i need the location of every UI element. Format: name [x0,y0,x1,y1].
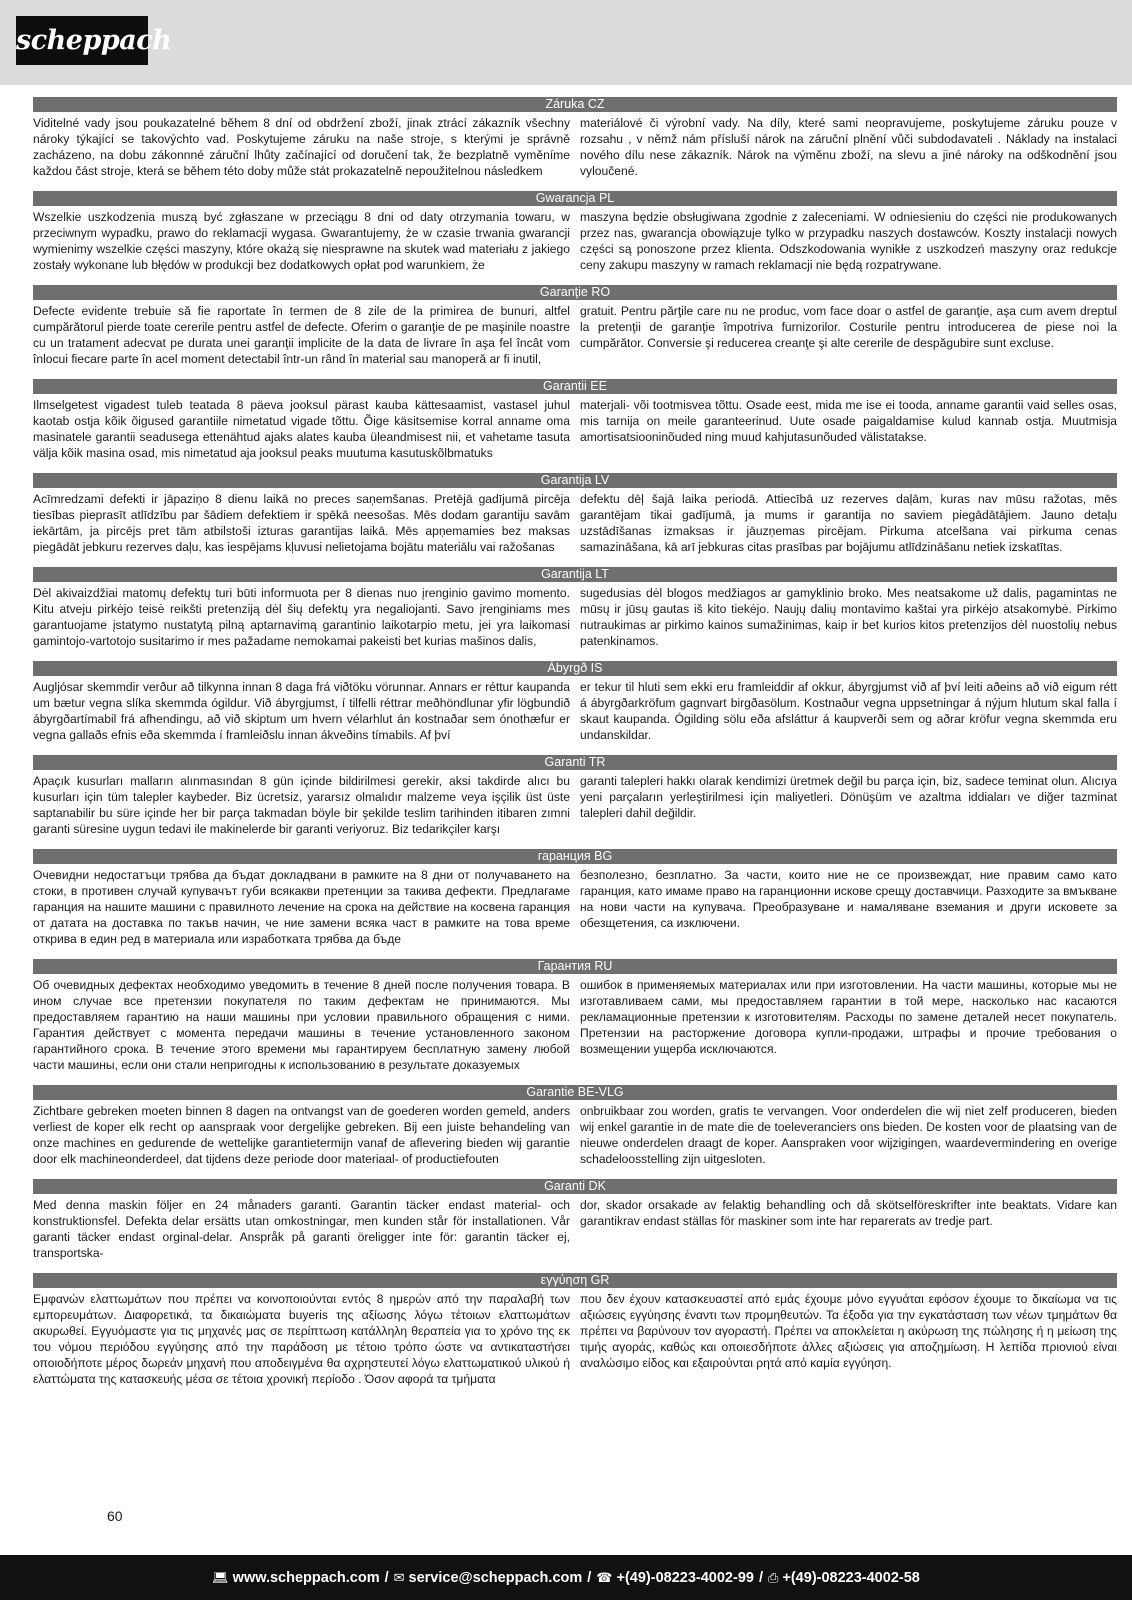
section-body [33,397,1117,461]
section-text-right: materiálové či výrobní vady. Na díly, které sami neopravujeme, poskytujeme záruku pouze v rozsahu , v němž nám přísluší nárok na záruční plnění vůči subdodavateli . Náklady na instalaci nového dílu nese zákazník. Nárok na výměnu zboží, na slevu a jiné nároky na odškodnění jsou vyloučené. [580,116,1117,178]
section-body [33,1197,1117,1261]
warranty-section [33,97,1117,179]
website-link[interactable]: www.scheppach.com [232,1569,380,1586]
section-title: Гарантия RU [33,959,1117,974]
section-text-right: materjali- või tootmisvea tõttu. Osade eest, mida me ise ei tooda, anname garantii vaid selles osas, mis tarnija on meile garanteerinud. Uute osade paigaldamise kulud kannab ostja. Muutmisja amortisatsiooninõuded ning muud kahjutasunõuded välistatakse. [580,398,1117,444]
section-title: Garantija LV [33,473,1117,488]
section-text-left: Zichtbare gebreken moeten binnen 8 dagen na ontvangst van de goederen worden gemeld, anders verliest de koper elk recht op aanspraak voor dergelijke gebreken. Bij een juiste behandeling van onze machines en gedurende de wettelijke garantietermijn vanaf de aflevering bieden wij garantie door elk machineonderdeel, dat tijdens deze periode door materiaal- of productiefouten [33,1104,570,1166]
section-title: Garantii EE [33,379,1117,394]
section-text-right: garanti talepleri hakkı olarak kendimizi üretmek değil bu parça için, biz, sadece teminat olun. Alıcıya yeni parçaların yerleştirilmesi için maliyetleri. Dönüşüm ve azaltma iddiaları ve diğer tazminat talepleri dahil değildir. [580,774,1117,820]
section-title: εγγύηση GR [33,1273,1117,1288]
warranty-section [33,285,1117,367]
section-text-left: Defecte evidente trebuie să fie raportate în termen de 8 zile de la primirea de bunuri, altfel cumpărătorul pierde toate cererile pentru astfel de defecte. Oferim o garanţie de pe maşinile noastre cu un tratament adecvat pe durata unei garanţii implicite de la data de livrare în aşa fel încât vom înlocui fiecare parte în acel moment detectabil într-un rând în material sau manoperă ar fi inutil, [33,304,570,366]
section-body [33,1291,1117,1387]
section-body [33,1103,1117,1167]
section-title: Garantie BE-VLG [33,1085,1117,1100]
section-text-right: onbruikbaar zou worden, gratis te vervangen. Voor onderdelen die wij niet zelf produceren, bieden wij enkel garantie in de mate die de toeleveranciers ons bieden. De kosten voor de plaatsing van de nieuwe onderdelen draagt de koper. Aanspraken voor wijzigingen, waardevermindering en overige schadeloosstelling zijn uitgesloten. [580,1104,1117,1166]
section-text-right: er tekur til hluti sem ekki eru framleiddir af okkur, ábyrgjumst við af því leiti aðeins að við eigum rétt á ábyrgðarkröfum gagnvart birgðasölum. Kostnaður vegna uppsetningar á nýjum hlutum skal falla í skaut kaupanda. Ógilding sölu eða afsláttur á kaupverði sem og aðrar kröfur vegna skemmda eru undanskildar. [580,680,1117,742]
warranty-section [33,473,1117,555]
section-body [33,209,1117,273]
section-body [33,115,1117,179]
section-title: Garantija LT [33,567,1117,582]
footer-separator: / [384,1569,389,1586]
warranty-section [33,849,1117,947]
section-text-left: Εμφανών ελαττωμάτων που πρέπει να κοινοποιούνται εντός 8 ημερών από την παραλαβή των εμπορευμάτων. Διαφορετικά, τα δικαιώματα buyeris της αξίωσης λόγω τέτοιων ελαττωμάτων ακυρωθεί. Εγγυόμαστε για τις μηχανές μας σε περίπτωση κατάλληλη θεραπεία για το χρόνο της εκ του νόμου περιόδου εγγύησης από την παράδοση με τέτοιο τρόπο ώστε να αντικαταστήσει οποιοδήποτε μέρος δωρεάν μηχανή που αποδειγμένα θα αχρηστευτεί λόγω ελαττωματικού υλικού ή ελαττώματα της κατασκευής μέσα σε τέτοια χρονική περίοδο . Όσον αφορά τα τμήματα [33,1292,570,1386]
email-icon: ✉︎ [393,1569,405,1585]
section-text-left: Med denna maskin följer en 24 månaders garanti. Garantin täcker endast material- och konstruktionsfel. Defekta delar ersätts utan omkostningar, men kunden står för installationen. Vår garanti täcker endast orginal-delar. Anspråk på garanti öreligger inte för: garantin täcker ej, transportska- [33,1198,570,1260]
footer-separator: / [587,1569,592,1586]
computer-icon: 💻︎ [212,1569,229,1585]
section-body [33,303,1117,367]
warranty-section [33,959,1117,1073]
warranty-section [33,567,1117,649]
footer-separator: / [758,1569,763,1586]
section-body [33,491,1117,555]
phone-icon: ☎︎ [596,1569,613,1585]
phone-number: +(49)-08223-4002-99 [616,1569,754,1586]
section-text-left: Apaçık kusurları malların alınmasından 8 gün içinde bildirilmesi gerekir, aksi takdirde alıcı bu kusurları için tüm talepler kaybeder. Biz ücretsiz, yararsız olmalıdır malzeme veya işçilik üst üste saptanabilir bu süre içinde her bir parça takmadan böyle bir şekilde teslim tarihinden itibaren zımni garanti süresine uygun tedavi ile makinelerde bir garanti veriyoruz. Biz tedarikçiler karşı [33,774,570,836]
scheppach-logo: scheppach [16,16,148,65]
section-body [33,679,1117,743]
fax-icon: ⎙ [767,1569,779,1585]
section-text-right: безполезно, безплатно. За части, които ние не се произвеждат, ние правим само като гаранция, като имаме право на гаранционни искове срещу доставчици. Разходите за вмъкване на нови части на купувача. Преобразуване и намаляване вземания и други исковете за обезщетения, са изключени. [580,868,1117,930]
section-text-left: Augljósar skemmdir verður að tilkynna innan 8 daga frá viðtöku vörunnar. Annars er réttur kaupanda um bætur vegna slíka skemmda ógildur. Við ábyrgjumst, í tilfelli réttrar meðhöndlunar yfir lögbundið ábyrgðartímabil frá afhendingu, að við skiptum um hvern vélarhlut án kostnaðar sem ónothæfur er vegna gallaðs efnis eða skemmda í framleiðslu innan ákveðins tímabils. Af því [33,680,570,742]
section-text-right: dor, skador orsakade av felaktig behandling och då skötselföreskrifter inte beaktats. Vidare kan garantikrav endast ställas för maskiner som inte har reparerats av tredje part. [580,1198,1117,1228]
section-text-right: defektu dēļ šajā laika periodā. Attiecībā uz rezerves daļām, kuras nav mūsu ražotas, mēs garantējam tikai gadījumā, ja mums ir garantija no saviem piegādātājiem. Jauno detaļu uzstādīšanas izmaksas ir jāuzņemas pircējam. Pirkuma atcelšana vai pirkuma cenas samazināšana, kā arī jebkuras citas prasības par bojājumu atlīdzināšanu netiek izskatītas. [580,492,1117,554]
section-title: Garanti DK [33,1179,1117,1194]
section-text-left: Viditelné vady jsou poukazatelné během 8 dní od obdržení zboží, jinak ztrácí zákazník všechny nároky týkající se takovýchto vad. Poskytujeme záruku na naše stroje, s kterými je správně zacházeno, na dobu zákonnné záruční lhůty začínající od doručení tak, že bezplatně vyměníme každou část stroje, která se během této doby může stát prokazatelně nepoužitelnou následkem [33,116,570,178]
section-body [33,585,1117,649]
section-text-left: Acīmredzami defekti ir jāpaziņo 8 dienu laikā no preces saņemšanas. Pretējā gadījumā pircēja tiesības pieprasīt atlīdzību par šādiem defektiem ir spēkā neesošas. Mēs dodam garantiju savām iekārtām, ja pircējs pret tām atbilstoši izturas garantijas laikā. Mēs apņemamies bez maksas piegādāt jebkuru rezerves daļu, kas iespējams kļuvusi nelietojama bojātu materiālu vai ražošanas [33,492,570,554]
section-title: Garanţie RO [33,285,1117,300]
section-text-right: gratuit. Pentru părţile care nu ne produc, vom face doar o astfel de garanţie, aşa cum avem dreptul la pretenţii de garanţie împotriva furnizorilor. Costurile pentru introducerea de piese noi la cumpărător. Conversie şi reducerea creanţe şi alte cererile de despăgubire sunt excluse. [580,304,1117,350]
section-text-left: Wszelkie uszkodzenia muszą być zgłaszane w przeciągu 8 dni od daty otrzymania towaru, w przeciwnym wypadku, prawo do reklamacji wygasa. Gwarantujemy, że w czasie trwania gwarancji wymienimy wszelkie części maszyny, które okażą się niesprawne na skutek wad materiału z jakiego zostały wykonane lub błędów w produkcji bez dodatkowych opłat pod warunkiem, że [33,210,570,272]
warranty-section [33,755,1117,837]
fax-number: +(49)-08223-4002-58 [782,1569,920,1586]
section-text-left: Об очевидных дефектах необходимо уведомить в течение 8 дней после получения товара. В ином случае все претензии покупателя по таким дефектам не принимаются. Мы предоставляем гарантию на наши машины при условии правильного обращения с ними. Гарантия действует с момента передачи машины в течение установленного законом гарантийного срока. В течение этого времени мы гарантируем бесплатную замену любой части машины, если они стали непригодны к использованию в результате доказуемых [33,978,570,1072]
section-text-right: που δεν έχουν κατασκευαστεί από εμάς έχουμε μόνο εγγυάται εφόσον έχουμε το δικαίωμα να τις αξιώσεις εγγύησης έναντι των προμηθευτών. Τα έξοδα για την εγκατάσταση των νέων τμημάτων θα πρέπει να βαρύνουν τον αγοραστή. Πρέπει να αποκλείεται η ακύρωση της πώλησης ή η μείωση της τιμής αγοράς, καθώς και οποιεσδήποτε άλλες αξιώσεις για αποζημίωση. Η λεπίδα πριονιού είναι αναλώσιμο είδος και εξαιρούνται ρητά από καμία εγγύηση. [580,1292,1117,1370]
warranty-section [33,379,1117,461]
header-band [0,0,1132,85]
section-text-left: Ilmselgetest vigadest tuleb teatada 8 päeva jooksul pärast kauba kättesaamist, vastasel juhul kaotab ostja kõik õigused garantiile nimetatud vigade tõttu. Õige käsitsemise korral anname oma masinatele garantii seadusega ettenähtud ajaks alates kauba üleandmisest nii, et vahetame tasuta välja kõik masina osad, mis nimetatud aja jooksul peaks muutuma kasutuskõlbmatuks [33,398,570,460]
page-number: 60 [107,1508,123,1524]
section-title: Garanti TR [33,755,1117,770]
section-body [33,977,1117,1073]
footer-contact-bar [0,1555,1132,1600]
section-body [33,867,1117,947]
warranty-section [33,1273,1117,1387]
section-title: Gwarancja PL [33,191,1117,206]
section-text-right: maszyna będzie obsługiwana zgodnie z zaleceniami. W odniesieniu do części nie produkowanych przez nas, gwarancja obowiązuje tylko w przypadku naszych dostawców. Koszty instalacji nowych części są ponoszone przez klienta. Odszkodowania wynikłe z uszkodzeń maszyny oraz redukcje ceny zakupu maszyny w ramach reklamacji nie będą rozpatrywane. [580,210,1117,272]
section-text-left: Очевидни недостатъци трябва да бъдат докладвани в рамките на 8 дни от получаването на стоки, в противен случай купувачът губи всякакви претенции за такива дефекти. Предлагаме гаранция на нашите машини с правилното лечение на срока на действие на косвена гаранция от датата на доставка по такъв начин, че ние замени всяка част в рамките на това време открива в един ред в материала или изработката трябва да бъде [33,868,570,946]
section-title: Záruka CZ [33,97,1117,112]
warranty-section [33,191,1117,273]
section-text-left: Dėl akivaizdžiai matomų defektų turi būti informuota per 8 dienas nuo įrenginio gavimo momento. Kitu atveju pirkėjo teisė reikšti pretenziją dėl šių defektų yra negaliojanti. Savo įrenginiams mes garantuojame įstatymo nustatytą pilną aptarnavimą garantinio laikotarpio metu, jei yra laikomasi gamintojo-vartotojo susitarimo ir mes pažadame nemokamai pakeisti bet kurias mašinos dalis, [33,586,570,648]
warranty-section [33,661,1117,743]
section-text-right: ошибок в применяемых материалах или при изготовлении. На части машины, которые мы не изготавливаем сами, мы предоставляем гарантии в той мере, насколько нас касаются рекламационные претензии к изготовителям. Расходы по замене деталей несет покупатель. Претензии на расторжение договора купли-продажи, штрафы и прочие требования о возмещении ущерба исключаются. [580,978,1117,1056]
section-title: Ábyrgð IS [33,661,1117,676]
warranty-section [33,1085,1117,1167]
warranty-sections [33,97,1117,1399]
section-text-right: sugedusias dėl blogos medžiagos ar gamyklinio broko. Mes neatsakome už dalis, pagamintas ne mūsų ir jūsų gautas iš kito tiekėjo. Naujų dalių montavimo kaštai yra pirkėjo atsakomybė. Pirkimo nutraukimas ar pirkimo kainos sumažinimas, kaip ir bet kurios kitos pretenzijos dėl nuostolių nebus patenkinamos. [580,586,1117,648]
section-body [33,773,1117,837]
email-link[interactable]: service@scheppach.com [408,1569,583,1586]
warranty-section [33,1179,1117,1261]
section-title: гаранция BG [33,849,1117,864]
